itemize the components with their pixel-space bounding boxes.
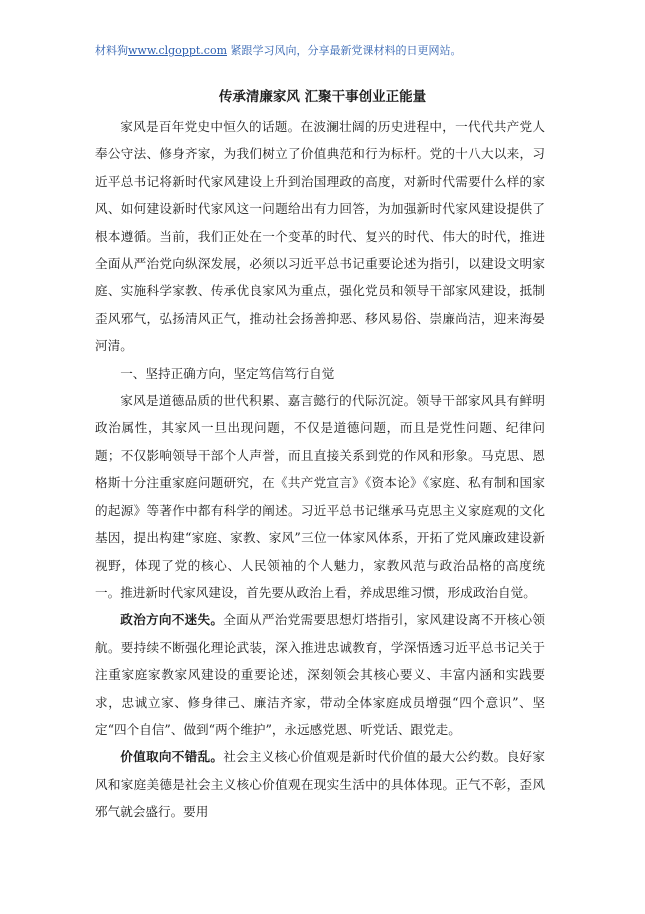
- paragraph-text: 家风是百年党史中恒久的话题。在波澜壮阔的历史进程中，一代代共产党人奉公守法、修身齐家，为我们树立了价值典范和行为标杆。党的十八大以来，习近平总书记将新时代家风建设上升到治国理政的高度，对新时代需要什么样的家风、如何建设新时代家风这一问题给出有力回答，为加强新时代家风建设提供了根本遵循。当前，我们正处在一个变革的时代、复兴的时代、伟大的时代，推进全面从严治党向纵深发展，必须以习近平总书记重要论述为指引，以建设文明家庭、实施科学家教、传承优良家风为重点，强化党员和领导干部家风建设，抵制歪风邪气，弘扬清风正气，推动社会扬善抑恶、移风易俗、崇廉尚洁，迎来海晏河清。: [95, 119, 545, 354]
- paragraph-lead: 政治方向不迷失。: [120, 612, 224, 628]
- document-body: [95, 113, 545, 826]
- paragraph-text: 全面从严治党需要思想灯塔指引，家风建设离不开核心领航。要持续不断强化理论武装，深入推进忠诚教育，学深悟透习近平总书记关于注重家庭家教家风建设的重要论述，深刻领会其核心要义、丰富内涵和实践要求，忠诚立家、修身律己、廉洁齐家，带动全体家庭成员增强“四个意识”、坚定“四个自信”、做到“两个维护”，永远感党恩、听党话、跟党走。: [95, 612, 546, 737]
- paragraph-value-orientation: [95, 743, 545, 825]
- section-heading-1: [95, 360, 545, 387]
- paragraph-family-tradition: [95, 387, 545, 606]
- site-name: 材料狗: [95, 44, 128, 57]
- paragraph-text: 一、坚持正确方向，坚定笃信笃行自觉: [120, 365, 335, 381]
- paragraph-text: 家风是道德品质的世代积累、嘉言懿行的代际沉淀。领导干部家风具有鲜明政治属性，其家风一旦出现问题，不仅是道德问题，而且是党性问题、纪律问题；不仅影响领导干部个人声誉，而且直接关系到党的作风和形象。马克思、恩格斯十分注重家庭问题研究，在《共产党宣言》《资本论》《家庭、私有制和国家的起源》等著作中都有科学的阐述。习近平总书记继承马克思主义家庭观的文化基因，提出构建“家庭、家教、家风”三位一体家风体系，开拓了党风廉政建设新视野，体现了党的核心、人民领袖的个人魅力，家教风范与政治品格的高度统一。推进新时代家风建设，首先要从政治上看，养成思维习惯，形成政治自觉。: [95, 393, 545, 600]
- paragraph-text: 社会主义核心价值观是新时代价值的最大公约数。良好家风和家庭美德是社会主义核心价值观在现实生活中的具体体现。正气不彰，歪风邪气就会盛行。要用: [95, 749, 546, 820]
- paragraph-intro: [95, 113, 545, 360]
- site-url-link[interactable]: www.clgoppt.com: [128, 44, 227, 57]
- document-title: 传承清廉家风 汇聚干事创业正能量: [218, 89, 427, 105]
- site-header: [95, 44, 462, 58]
- paragraph-lead: 价值取向不错乱。: [120, 749, 224, 765]
- site-tagline: 紧跟学习风向，分享最新党课材料的日更网站。: [230, 44, 462, 57]
- paragraph-political-direction: [95, 606, 545, 743]
